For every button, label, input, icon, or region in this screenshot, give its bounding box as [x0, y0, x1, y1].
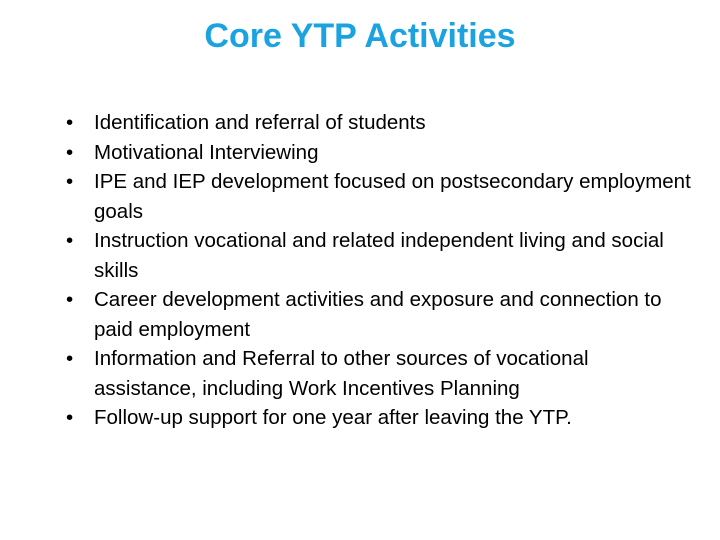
bullet-dot-icon: •: [66, 288, 74, 311]
bullet-text: Career development activities and exposure and connection to paid employment: [94, 288, 662, 341]
bullet-dot-icon: •: [66, 406, 74, 429]
bullet-text: Information and Referral to other sources of vocational assistance, including Work Incentives Planning: [94, 347, 589, 400]
slide-title: Core YTP Activities: [204, 17, 516, 55]
bullet-item: [66, 108, 696, 138]
bullet-list: [66, 108, 696, 433]
bullet-dot-icon: •: [66, 111, 74, 134]
bullet-item: [66, 167, 696, 226]
bullet-dot-icon: •: [66, 347, 74, 370]
bullet-text: Instruction vocational and related independent living and social skills: [94, 229, 664, 282]
bullet-item: [66, 403, 696, 433]
bullet-dot-icon: •: [66, 170, 74, 193]
bullet-text: Motivational Interviewing: [94, 140, 319, 164]
bullet-item: [66, 138, 696, 168]
bullet-text: Follow-up support for one year after leaving the YTP.: [94, 406, 572, 429]
bullet-item: [66, 226, 696, 285]
bullet-text: IPE and IEP development focused on postsecondary employment goals: [94, 170, 691, 223]
bullet-item: [66, 285, 696, 344]
bullet-dot-icon: •: [66, 140, 74, 164]
bullet-text: Identification and referral of students: [94, 111, 426, 134]
bullet-item: [66, 344, 696, 403]
bullet-dot-icon: •: [66, 229, 74, 252]
